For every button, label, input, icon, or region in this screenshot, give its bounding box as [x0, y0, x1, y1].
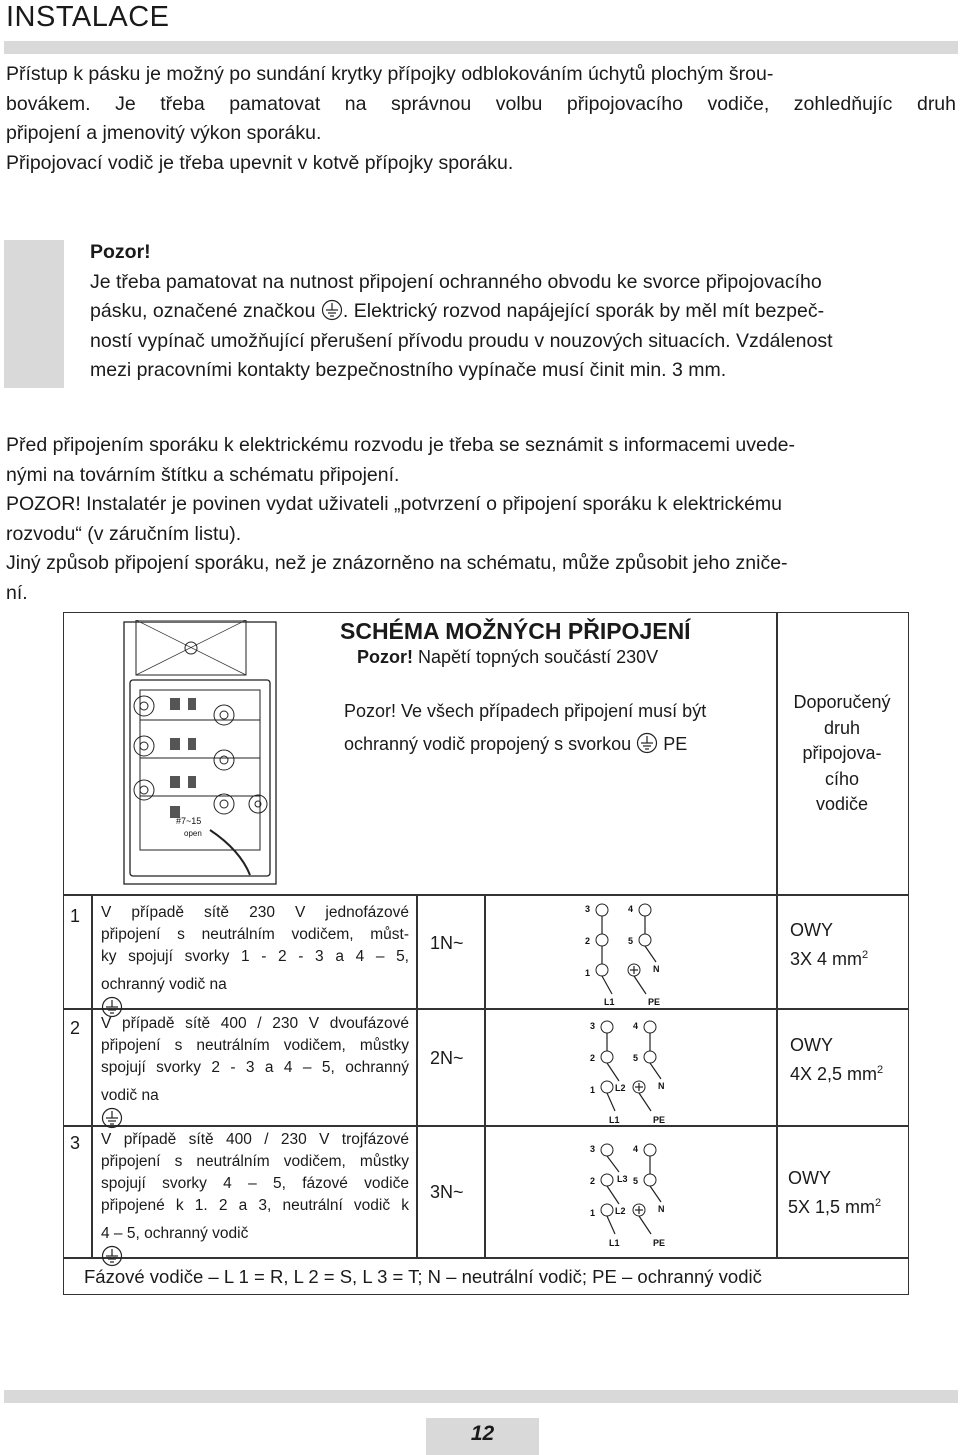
intro-line: připojení a jmenovitý výkon sporáku. [6, 122, 322, 144]
footer-bar [4, 1390, 958, 1403]
cable-spec [790, 1033, 883, 1087]
schema-col-line [776, 894, 778, 1257]
row-text-line: připojení s neutrálním vodičem, můstky [101, 1037, 409, 1054]
terminal-label: L1 [604, 997, 615, 1007]
row-text-line: připojení s neutrálním vodičem, můst- [101, 926, 409, 943]
page-title: INSTALACE [6, 1, 170, 33]
row-text-line: připojení s neutrálním vodičem, můstky [101, 1153, 409, 1170]
terminal-number: 3 [590, 1021, 596, 1031]
wiring-diagram-3n [585, 1138, 695, 1250]
wiring-diagram-1n [580, 898, 690, 1008]
row-text-line: spojují svorky 2 - 3 a 4 – 5, ochranný [101, 1059, 409, 1076]
terminal-label: L2 [615, 1083, 626, 1093]
warning-line: Je třeba pamatovat na nutnost připojení ochranného obvodu ke svorce připojovacího [90, 270, 822, 293]
schema-row-line [63, 894, 909, 896]
body-line: ní. [6, 581, 28, 604]
terminal-label: L3 [617, 1174, 628, 1184]
terminal-label: PE [653, 1115, 666, 1125]
title-underline-bar [4, 41, 958, 54]
terminal-number: 1 [585, 968, 591, 978]
body-line: rozvodu“ (v záručním listu). [6, 522, 242, 545]
schema-title: SCHÉMA MOŽNÝCH PŘIPOJENÍ [340, 618, 691, 644]
row-text-line: spojují svorky 4 – 5, fázové vodiče [101, 1175, 409, 1192]
row-text-part: 4 – 5, ochranný vodič [101, 1225, 249, 1242]
row-description [101, 1013, 409, 1132]
terminal-number: 1 [590, 1085, 596, 1095]
warning-line: mezi pracovními kontakty bezpečnostního vypínače musí činit min. 3 mm. [90, 359, 727, 381]
row-number: 3 [70, 1133, 81, 1153]
schema-col-line [91, 894, 93, 1257]
terminal-number: 4 [628, 904, 634, 914]
terminal-label: L1 [609, 1115, 620, 1125]
row-text-part: ochranný vodič na [101, 976, 227, 993]
warning-block [90, 238, 958, 386]
ground-symbol-icon [636, 732, 658, 754]
cable-type: OWY [790, 1035, 833, 1055]
schema-subtitle [357, 645, 658, 669]
terminal-label: N [658, 1204, 665, 1214]
cable-size [788, 1191, 881, 1220]
ground-symbol-icon [321, 299, 343, 321]
terminal-number: 3 [585, 904, 591, 914]
ground-symbol-icon [101, 1107, 123, 1129]
schema-note-line [344, 728, 764, 761]
terminal-number: 2 [590, 1053, 596, 1063]
row-text-line: V případě sítě 400 / 230 V trojfázové [101, 1131, 409, 1148]
schema-note-line: Pozor! Ve všech případech připojení musí být [344, 701, 707, 721]
terminal-label: PE [648, 997, 661, 1007]
terminal-number: 4 [633, 1144, 639, 1154]
page-number: 12 [470, 1422, 495, 1445]
recommend-line: druh [823, 717, 861, 738]
cable-size-text: 5X 1,5 mm [788, 1197, 876, 1217]
row-text-line [101, 1223, 409, 1270]
schema-note-pe: PE [663, 734, 688, 754]
connection-type: 2N~ [430, 1048, 464, 1068]
recommended-cable-header [780, 690, 904, 818]
terminal-label: PE [653, 1238, 666, 1248]
cable-size [790, 943, 868, 972]
body-paragraph [6, 431, 956, 608]
warning-line-part: pásku, označené značkou [90, 300, 316, 322]
schema-col-line [484, 894, 486, 1257]
terminal-label: L1 [609, 1238, 620, 1248]
row-description [101, 1129, 409, 1270]
schema-note-text: ochranný vodič propojený s svorkou [344, 734, 632, 754]
cable-size-text: 4X 2,5 mm [790, 1064, 878, 1084]
body-line: nými na továrním štítku a schématu připojení. [6, 463, 400, 486]
schema-legend: Fázové vodiče – L 1 = R, L 2 = S, L 3 = T; N – neutrální vodič; PE – ochranný vodič [84, 1266, 762, 1287]
terminal-number: 5 [633, 1053, 639, 1063]
row-text-line: V případě sítě 400 / 230 V dvoufázové [101, 1015, 409, 1032]
cable-type: OWY [790, 920, 833, 940]
intro-line: bovákem. Je třeba pamatovat na správnou volbu připojovacího vodiče, zohledňujíc druh [6, 92, 956, 115]
warning-line-part: . Elektrický rozvod napájející sporák by měl mít bezpeč- [342, 300, 825, 322]
terminal-label: L2 [615, 1206, 626, 1216]
schema-subtitle-bold: Pozor! [357, 647, 413, 667]
warning-line: ností vypínač umožňující přerušení přívodu proudu v nouzových situacích. Vzdálenost [90, 329, 833, 352]
connection-type: 3N~ [430, 1182, 464, 1202]
body-line: Před připojením sporáku k elektrickému rozvodu je třeba se seznámit s informacemi uvede- [6, 434, 796, 456]
recommend-line: vodiče [815, 794, 869, 814]
terminal-open-label: open [184, 829, 202, 838]
cable-spec [788, 1166, 881, 1220]
connection-type: 1N~ [430, 933, 464, 953]
terminal-label: N [653, 964, 660, 974]
cable-size-sup: 2 [877, 1064, 884, 1076]
terminal-number: 5 [633, 1176, 639, 1186]
terminal-number: 1 [590, 1208, 596, 1218]
row-text-line: V případě sítě 230 V jednofázové [101, 904, 409, 921]
warning-line [90, 297, 958, 327]
row-text-line: připojené k 1. 2 a 3, neutrální vodič k [101, 1197, 409, 1214]
terminal-number: 5 [628, 936, 634, 946]
schema-divider [776, 612, 778, 894]
recommend-line: cího [824, 768, 860, 789]
intro-line: Připojovací vodič je třeba upevnit v kotvě přípojky sporáku. [6, 151, 514, 174]
row-description [101, 902, 409, 1021]
cable-spec [790, 918, 868, 972]
terminal-number: 2 [585, 936, 591, 946]
terminal-number: 3 [590, 1144, 596, 1154]
cable-size-text: 3X 4 mm [790, 949, 863, 969]
cable-size-sup: 2 [875, 1197, 882, 1209]
cable-size [790, 1058, 883, 1087]
row-text-line: ky spojují svorky 1 - 2 - 3 a 4 – 5, [101, 948, 409, 965]
schema-subtitle-rest: Napětí topných součástí 230V [413, 647, 659, 667]
terminal-label: #7~15 [176, 816, 202, 826]
cable-type: OWY [788, 1168, 831, 1188]
schema-col-line [416, 894, 418, 1257]
recommend-line: připojova- [802, 743, 882, 763]
warning-heading: Pozor! [90, 241, 151, 263]
row-number: 1 [70, 906, 81, 926]
cable-size-sup: 2 [862, 949, 869, 961]
terminal-block-illustration [120, 620, 280, 888]
recommend-line: Doporučený [793, 692, 891, 712]
intro-paragraph [6, 60, 956, 178]
schema-note [344, 695, 764, 761]
warning-marker [4, 240, 64, 388]
row-number: 2 [70, 1018, 81, 1038]
terminal-label: N [658, 1081, 665, 1091]
intro-line: Přístup k pásku je možný po sundání krytky přípojky odblokováním úchytů plochým šrou- [6, 63, 774, 85]
terminal-number: 2 [590, 1176, 596, 1186]
row-text-line [101, 1085, 409, 1132]
wiring-diagram-2n [585, 1015, 695, 1127]
body-line: Jiný způsob připojení sporáku, než je znázorněno na schématu, může způsobit jeho zniče- [6, 552, 788, 574]
ground-symbol-icon [101, 1245, 123, 1267]
body-line: POZOR! Instalatér je povinen vydat uživateli „potvrzení o připojení sporáku k elektrickému [6, 493, 783, 515]
row-text-part: vodič na [101, 1087, 159, 1104]
terminal-number: 4 [633, 1021, 639, 1031]
